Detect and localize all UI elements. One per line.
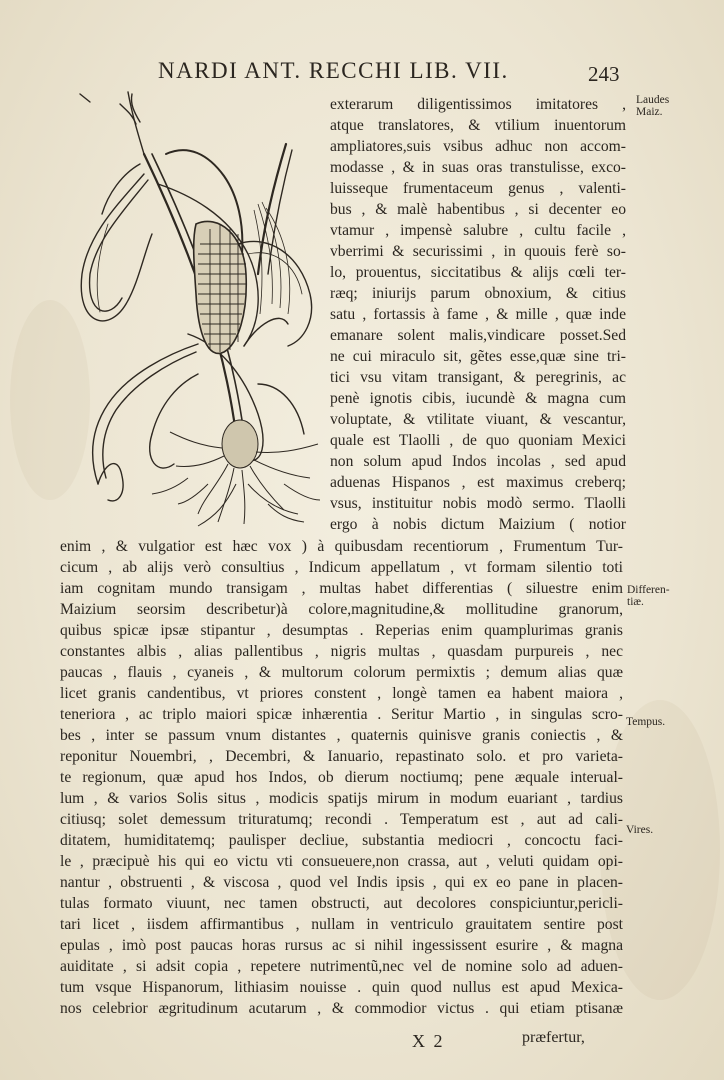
catchword: præfertur, (522, 1029, 585, 1046)
text-line: nos celebrior ægritudinum acutarum , & commodior victus . qui etiam ptisanæ (60, 1000, 623, 1017)
text-line: tici vsu vitam transigant, & peregrinis, ac (330, 369, 626, 386)
text-line: vberrimi & securissimi , in quouis ferè so- (330, 243, 626, 260)
running-title: NARDI ANT. RECCHI LIB. VII. (158, 58, 509, 83)
text-line: luisseque frumentaceum genus , valenti- (330, 180, 626, 197)
text-line: aduenas Hispanos , est maximus creberq; (330, 474, 626, 491)
text-line: vsus, instituitur nobis modò sermo. Tlaolli (330, 495, 626, 512)
text-line: citiusq; solet demessum trituratumq; recondi . Temperatum est , aut ad cali- (60, 811, 623, 828)
text-line: ne cui miraculo sit, gẽtes esse,quæ sine tri- (330, 348, 626, 365)
text-line: emanare solent malis,vindicare posset.Sed (330, 327, 626, 344)
text-line: tulas formato viuunt, nec tamen obstructi, aut decolores conspiciuntur,pericli- (60, 895, 623, 912)
text-line: tari licet , iisdem affirmantibus , nullam in ventriculo grauitatem sentire post (60, 916, 623, 933)
text-line: bus , & malè habentibus , si decenter eo (330, 201, 626, 218)
text-line: penè ignotis cibis, iucundè & magna cum (330, 390, 626, 407)
text-line: ditatem, humiditatemq; paulisper decliue, substantia mediocri , concoctu faci- (60, 832, 623, 849)
text-line: epulas , imò post paucas horas rursus ac si nihil ingessissent esurire , & magna (60, 937, 623, 954)
text-line: tum vsque Hispanorum, lithiasim nouisse . quin quod nullus est apud Mexica- (60, 979, 623, 996)
text-line: ræq; iniurijs parum obnoxium, & citius (330, 285, 626, 302)
text-line: Maizium seorsim describetur)à colore,magnitudine,& mollitudine granorum, (60, 601, 623, 618)
text-line: auiditate , si adsit copia , repetere nutrimentũ,nec vel de nomine solo ad aduen- (60, 958, 623, 975)
text-line: quale est Tlaolli , de quo quoniam Mexici (330, 432, 626, 449)
maize-plant-woodcut-icon (48, 84, 324, 528)
text-line: voluptate, & vtilitate viuant, & vescantur, (330, 411, 626, 428)
text-line: constantes albis , alias pallentibus , nigris multas , quasdam purpureis , nec (60, 643, 623, 660)
text-line: iam cognitam mundo transigam , multas habet differentias ( siluestre enim (60, 580, 623, 597)
text-line: vtamur , impensè salubre , cultu facile , (330, 222, 626, 239)
text-line: exterarum diligentissimos imitatores , (330, 96, 626, 113)
text-line: atque translatores, & vtilium inuentorum (330, 117, 626, 134)
text-line: le , præcipuè his qui eo victu vti consueuere,non crassa, aut , veluti quidam opi- (60, 853, 623, 870)
page-number: 243 (588, 62, 620, 86)
text-line: ergo à nobis dictum Maizium ( notior (330, 516, 626, 533)
text-line: teneriora , ac triplo maiori spicæ inhærentia . Seritur Martio , in singulas scro- (60, 706, 623, 723)
text-line: cicum , ab alijs verò consultius , Indicum appellatum , vt formam silentio toti (60, 559, 623, 576)
text-line: te regionum, quæ apud hos Indos, ob dierum noctiumq; pene æquale interual- (60, 769, 623, 786)
text-line: lum , & varios Solis situs , modicis spatijs mirum in modum euariant , tardius (60, 790, 623, 807)
text-line: satu , fortassis à fame , & mille , quæ inde (330, 306, 626, 323)
signature-mark: X 2 (412, 1031, 445, 1051)
marginal-note: Tempus. (626, 716, 666, 728)
text-line: quibus spicæ ipsæ stipantur , desumptas . Reperias enim quamplurimas granis (60, 622, 623, 639)
text-line: paucas , flauis , cyaneis , & multorum colorum permixtis ; demum alias quæ (60, 664, 623, 681)
marginal-note: Laudes Maiz. (636, 94, 670, 118)
text-line: nantur , obstruenti , & viscosa , quod vel Indis ipsis , qui ex eo pane in placen- (60, 874, 623, 891)
text-line: modasse , & in suas oras transtulisse, exco- (330, 159, 626, 176)
text-line: lo, prouentus, siccitatibus & alijs cœli ter- (330, 264, 626, 281)
marginal-note: Differen- tiæ. (627, 584, 670, 608)
text-line: reponitur Nouembri, , Decembri, & Ianuario, repastinato solo. et pro varieta- (60, 748, 623, 765)
text-line: enim , & vulgatior est hæc vox ) à quibusdam recentiorum , Frumentum Tur- (60, 538, 623, 555)
text-line: ampliatores,suis vsibus adhuc non accom- (330, 138, 626, 155)
marginal-note: Vires. (626, 824, 654, 836)
text-line: bes , inter se passum vnum distantes , quaternis quinisve granis coniectis , & (60, 727, 623, 744)
text-line: non solum apud Indos incolas , sed apud (330, 453, 626, 470)
text-line: licet granis candentibus, vt priores constent , longè tamen ea habent maiora , (60, 685, 623, 702)
